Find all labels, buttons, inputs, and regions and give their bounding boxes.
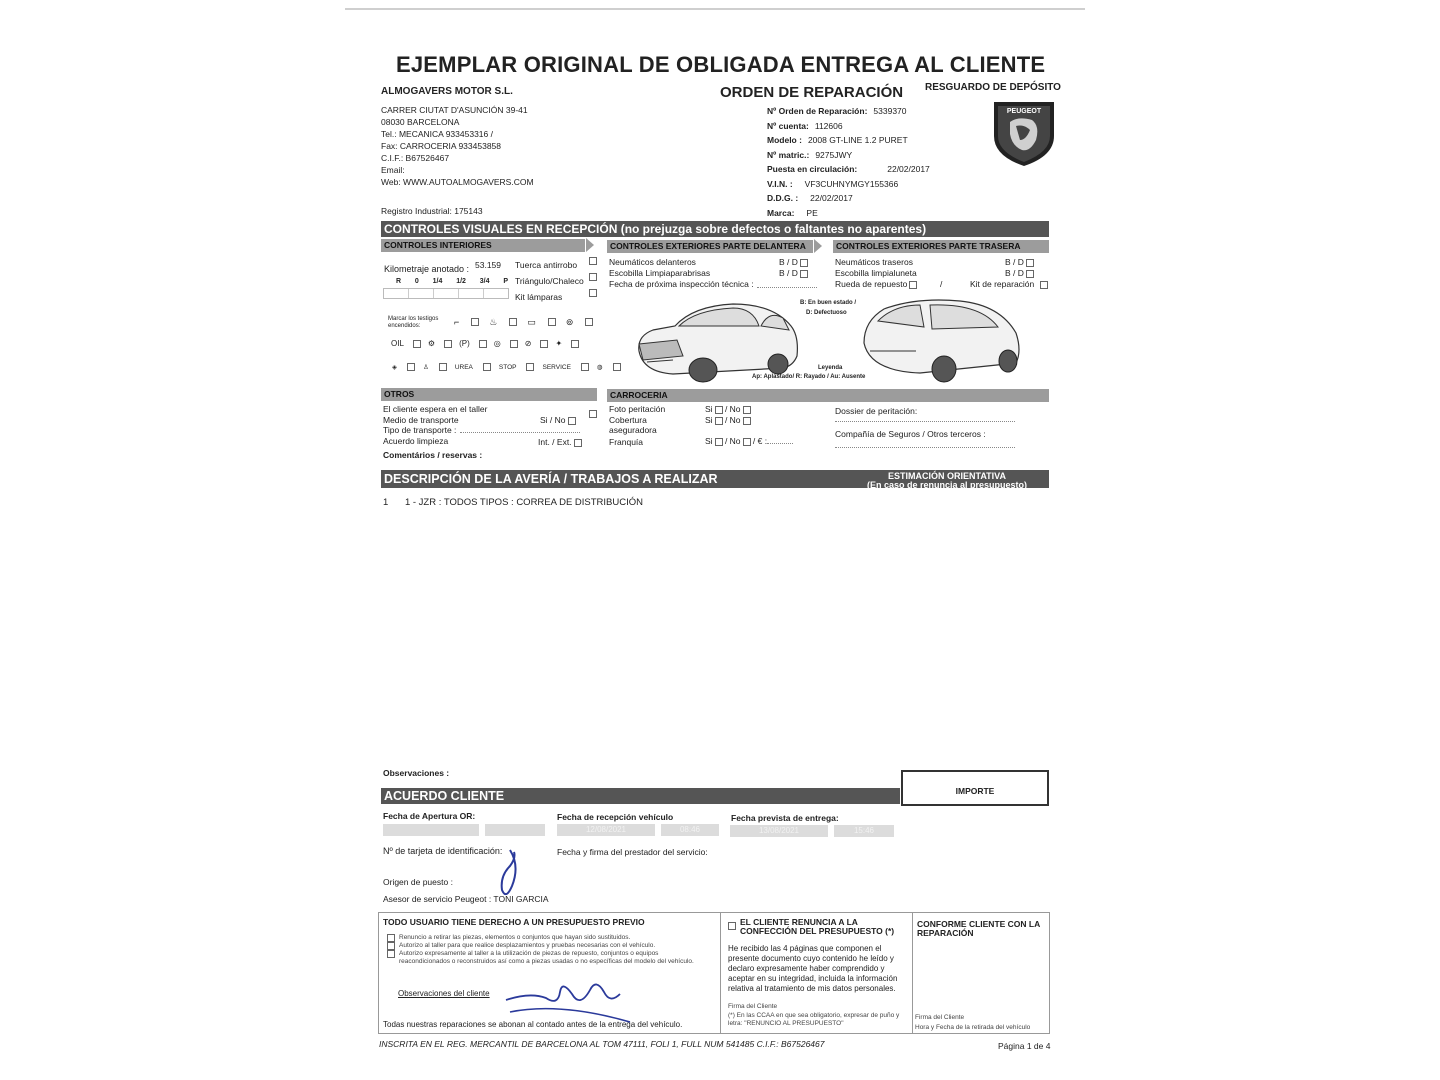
bd-label: B / D [1005,257,1024,267]
renuncia-title: EL CLIENTE RENUNCIA A LA CONFECCIÓN DEL PRESUPUESTO (*) [740,917,895,936]
acuerdo-cliente-bar: ACUERDO CLIENTE [381,788,900,804]
item-label: Triángulo/Chaleco [515,276,584,286]
fuel-level: 0 [414,278,419,285]
park-brake-icon: (P) [459,339,470,348]
trabajo-line [383,497,643,508]
field-value: 9275JWY [815,149,853,160]
bd-label: B / D [779,257,798,267]
checkbox[interactable] [571,340,579,348]
testigos-label: Marcar los testigos encendidos: [388,316,439,329]
checkbox[interactable] [471,318,479,326]
order-fields [767,104,930,220]
address-line: C.I.F.: B67526467 [381,153,450,163]
checkbox[interactable] [585,318,593,326]
field-label: V.I.N. : [767,178,793,189]
renuncia-checkbox[interactable] [726,917,736,935]
legend-estado [800,298,856,318]
checkbox[interactable] [387,950,395,958]
esp-icon: ◍ [596,364,603,371]
item-label: Tuerca antirrobo [515,260,578,270]
address-line: 08030 BARCELONA [381,117,460,127]
checkbox[interactable] [800,259,808,267]
arrow-icon [814,239,822,253]
company-address [381,104,534,188]
field-label: Puesta en circulación: [767,164,858,174]
checkbox[interactable] [1026,270,1034,278]
contado-note: Todas nuestras reparaciones se abonan al contado antes de la entrega del vehículo. [383,1020,683,1029]
checkbox[interactable] [743,406,751,414]
si-label: Si [705,415,713,425]
checkbox[interactable] [439,363,447,371]
battery-icon: ▭ [527,316,536,327]
option-text: Autorizo expresamente al taller a la utilización de piezas de repuesto, conjuntos o equipos reacondicionados o reconstruidos así como a piezas usadas o no específicas del modelo del vehículo. [399,950,694,965]
checkbox[interactable] [574,439,582,447]
engine-check-icon: ◈ [392,364,397,371]
coolant-temp-icon: ♨ [489,316,498,327]
item-label: Neumáticos traseros [835,257,913,267]
checkbox[interactable] [743,438,751,446]
recepcion-time: 08:46 [661,824,719,836]
checkbox[interactable] [909,281,917,289]
presupuesto-title: TODO USUARIO TIENE DERECHO A UN PRESUPUESTO PREVIO [383,917,645,927]
origen-label: Origen de puesto : [383,877,453,887]
si-label: Si [705,404,713,414]
item-label: Tipo de transporte : [383,425,457,435]
top-rule [345,8,1085,10]
legend-text: Ap: Aplastado/ R: Rayado / Au: Ausente [752,374,866,380]
checkbox[interactable] [613,363,621,371]
fuel-level: R [396,278,402,285]
checkbox[interactable] [568,417,576,425]
item-label: Escobilla limpialuneta [835,268,917,278]
si-no-transporte [540,415,576,425]
warning-lights [454,316,593,328]
checkbox[interactable] [589,289,597,297]
service-icon: SERVICE [542,363,571,371]
no-label: / No [724,436,741,446]
checkbox[interactable] [483,363,491,371]
carroceria-bar: CARROCERIA [607,389,1049,402]
presupuesto-options [385,934,700,966]
firma-cliente-label-2: Firma del Cliente [915,1014,965,1021]
checkbox[interactable] [715,438,723,446]
field-value: 112606 [814,120,843,131]
controles-visuales-bar: CONTROLES VISUALES EN RECEPCIÓN (no prejuzga sobre defectos o faltantes no aparentes) [381,221,1049,237]
arrow-icon [586,238,594,252]
carroceria-si-no [705,404,793,447]
brake-warning-icon: ⊚ [565,316,574,327]
field-label: Nº Orden de Reparación: [767,106,868,116]
checkbox[interactable] [548,318,556,326]
checkbox[interactable] [743,417,751,425]
interior-items [515,257,597,305]
apertura-date-box [383,824,479,836]
field-value: 2008 GT-LINE 1.2 PURET [807,135,908,145]
tipo-transporte-line[interactable] [460,432,580,433]
front-car-diagram [633,296,803,386]
item-label: Acuerdo limpieza [383,435,449,446]
divider [912,912,913,1034]
stop-icon: STOP [498,363,517,371]
item-label: Rueda de repuesto [835,279,908,289]
fuel-level: 1/4 [432,278,443,285]
field-label: Modelo : [767,135,802,145]
item-label: Kit lámparas [515,292,563,302]
item-label: Medio de transporte [383,414,459,425]
conforme-title: CONFORME CLIENTE CON LA REPARACIÓN [917,919,1040,938]
checkbox[interactable] [413,340,421,348]
field-value: 22/02/2017 [887,164,930,174]
fecha-recepcion-label: Fecha de recepción vehículo [557,812,674,822]
address-line: Tel.: MECANICA 933453316 / [381,129,493,139]
seatbelt-icon: ♙ [423,364,429,371]
firma-prestador-label: Fecha y firma del prestador del servicio: [557,847,708,857]
tire-pressure-icon: ⊘ [524,339,532,348]
oil-label: OIL [391,339,404,348]
recepcion-date: 12/08/2021 [557,824,655,836]
option-text: Autorizo al taller para que realice desplazamientos y pruebas necesarias con el vehículo. [399,942,656,949]
client-signature [500,972,640,1024]
item-label: Foto peritación [609,404,666,414]
euro-label: / € : [752,436,768,446]
controles-delantera-bar: CONTROLES EXTERIORES PARTE DELANTERA [607,240,813,253]
checkbox[interactable] [1026,259,1034,267]
checkbox[interactable] [715,417,723,425]
estimacion-title: ESTIMACIÓN ORIENTATIVA [888,471,1006,481]
si-label: Si [705,436,713,446]
delantera-bd [779,257,808,279]
fuel-level: 1/2 [456,278,466,285]
urea-icon: UREA [454,363,473,371]
checkbox[interactable] [444,340,452,348]
prevista-date: 13/08/2021 [730,825,828,837]
checkbox-box[interactable] [728,922,736,930]
registro-industrial: Registro Industrial: 175143 [381,206,483,216]
page-number: Página 1 de 4 [998,1041,1051,1051]
field-value: VF3CUHNYMGY155366 [804,178,899,189]
carroceria-items [609,404,689,447]
item-label: Neumáticos delanteros [609,257,696,267]
checkbox[interactable] [587,405,597,423]
importe-label: IMPORTE [955,786,995,796]
legend-line: B: En buen estado / [800,300,857,306]
asesor-label: Asesor de servicio Peugeot : [383,894,492,904]
bd-label: B / D [779,268,798,278]
checkbox[interactable] [589,257,597,265]
checkbox[interactable] [540,340,548,348]
km-value: 53.159 [475,260,501,270]
prevista-time: 15:46 [834,825,894,837]
checkbox[interactable] [581,363,589,371]
estimacion-label [852,472,1042,490]
trasera-bd [1005,257,1034,279]
apertura-time-box [485,824,545,836]
checkbox[interactable] [589,273,597,281]
warning-lights-row3 [392,363,621,371]
int-ext-limpieza [538,437,582,447]
field-label: Nº cuenta: [767,120,809,131]
item-label: Franquía [609,436,644,447]
delantera-items [609,257,754,290]
legend-title: Leyenda [818,365,843,371]
controles-interiores-bar: CONTROLES INTERIORES [381,239,585,252]
fecha-prevista-label: Fecha prevista de entrega: [731,813,839,823]
fuel-gauge[interactable] [383,288,509,299]
controles-trasera-bar: CONTROLES EXTERIORES PARTE TRASERA [833,240,1049,253]
abs-icon: ◎ [493,339,501,348]
document-title: EJEMPLAR ORIGINAL DE OBLIGADA ENTREGA AL CLIENTE [396,52,1046,77]
checkbox-box[interactable] [589,410,597,418]
checkbox[interactable] [800,270,808,278]
firma-cliente-label: Firma del Cliente [728,1003,778,1010]
engine-icon: ⚙ [427,339,436,348]
compania-line[interactable] [835,447,1015,448]
kit-label: Kit de reparación [970,279,1035,289]
otros-bar: OTROS [381,388,597,401]
line-text: 1 - JZR : TODOS TIPOS : CORREA DE DISTRIBUCIÓN [404,497,644,508]
option-text: Renuncio a retirar las piezas, elementos o conjuntos que hayan sido sustituidos. [399,934,631,941]
item-label: Cobertura aseguradora [609,414,657,435]
checkbox[interactable] [510,340,518,348]
peugeot-logo [988,96,1060,168]
item-label: Fecha de próxima inspección técnica : [609,279,754,289]
hora-fecha-label: Hora y Fecha de la retirada del vehículo [915,1024,1031,1031]
company-name: ALMOGAVERS MOTOR S.L. [381,86,513,97]
observaciones-label: Observaciones : [383,768,450,778]
fuel-level: P [503,278,508,285]
comentarios-label: Comentários / reservas : [383,450,483,460]
legend-line: D: Defectuoso [806,310,847,316]
observaciones-cliente-label: Observaciones del cliente [398,989,490,998]
estimacion-subtitle: (En caso de renuncia al presupuesto) [866,480,1028,490]
checkbox[interactable] [387,934,395,942]
checkbox[interactable] [387,942,395,950]
fecha-apertura-label: Fecha de Apertura OR: [383,811,476,821]
descripcion-bar: DESCRIPCIÓN DE LA AVERÍA / TRABAJOS A REALIZAR [381,470,1049,488]
field-value: 22/02/2017 [810,193,853,203]
dossier-label: Dossier de peritación: [835,406,918,416]
si-no-label: Si / No [540,415,566,425]
checkbox[interactable] [407,363,415,371]
rear-car-diagram [860,293,1024,385]
trasera-items [835,257,917,290]
orden-title: ORDEN DE REPARACIÓN [720,84,904,101]
checkbox[interactable] [479,340,487,348]
advisor-signature [490,846,530,906]
divider [720,912,721,1034]
fuel-level: 3/4 [479,278,490,285]
tarjeta-label: Nº de tarjeta de identificación: [383,846,503,856]
fuel-gauge-labels [396,278,508,285]
item-label: Escobilla Limpiaparabrisas [609,268,711,278]
field-value: 5339370 [873,106,907,116]
checkbox[interactable] [1040,281,1048,289]
warning-lights-row2 [391,339,579,348]
ccaa-note: (*) En las CCAA en que sea obligatorio, expresar de puño y letra: "RENUNCIO AL PRESUPUESTO" [728,1012,900,1027]
km-label: Kilometraje anotado : [384,264,470,274]
no-label: / No [724,415,741,425]
field-label: Marca: [767,207,795,218]
checkbox[interactable] [509,318,517,326]
compania-label: Compañía de Seguros / Otros terceros : [835,429,986,439]
field-value: PE [806,207,818,218]
field-label: Nº matric.: [767,149,810,160]
checkbox[interactable] [715,406,723,414]
int-ext-label: Int. / Ext. [538,437,572,447]
oil-can-icon: ⌐ [454,317,460,327]
wrench-icon: ✦ [555,339,563,348]
field-label: D.D.G. : [767,193,799,203]
address-line: CARRER CIUTAT D'ASUNCIÓN 39-41 [381,105,528,115]
address-line: Web: WWW.AUTOALMOGAVERS.COM [381,177,534,187]
checkbox[interactable] [526,363,534,371]
inspeccion-line[interactable] [757,287,817,288]
no-label: / No [724,404,741,414]
registro-mercantil: INSCRITA EN EL REG. MERCANTIL DE BARCELONA AL TOM 47111, FOLI 1, FULL NUM 541485 C.I.F.: B67526467 [379,1039,825,1049]
address-line: Email: [381,165,405,175]
line-number: 1 [383,497,389,508]
item-label: El cliente espera en el taller [383,404,488,414]
trasera-slash: / [940,279,943,289]
asesor-name: TONI GARCIA [493,894,549,904]
renuncia-text: He recibido las 4 páginas que componen el presente documento cuyo contenido he leído y declaro expresamente haber comprendido y aceptar en su integridad, incluida la información relativa al tratamiento de mis datos personales. [728,944,898,993]
address-line: Fax: CARROCERIA 933453858 [381,141,502,151]
resguardo-label: RESGUARDO DE DEPÓSITO [925,82,1061,93]
kit-reparacion [970,279,1048,289]
bd-label: B / D [1005,268,1024,278]
dossier-line[interactable] [835,421,1015,422]
svg-text:PEUGEOT: PEUGEOT [1006,108,1042,115]
franquia-line[interactable] [767,443,793,444]
